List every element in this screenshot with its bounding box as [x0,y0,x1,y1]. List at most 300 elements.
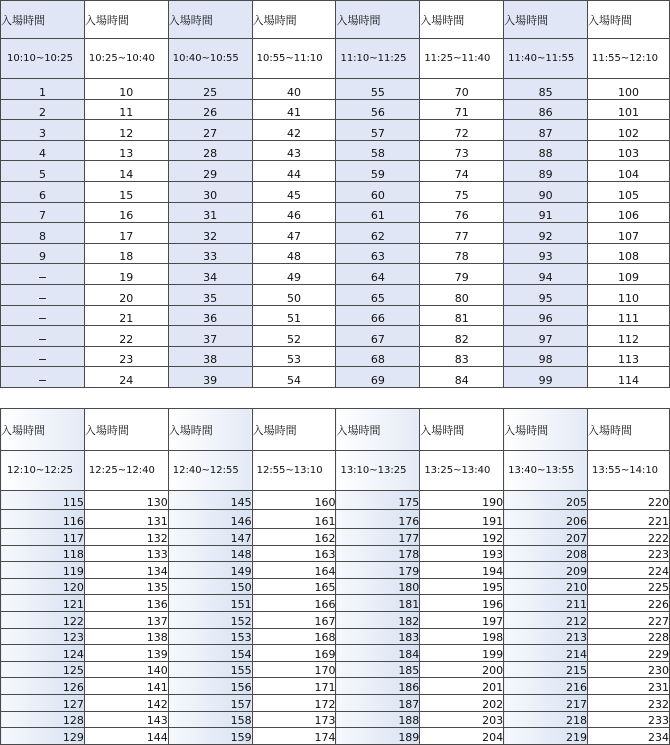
number-cell: 39 [168,367,252,388]
number-cell: 61 [336,202,420,223]
time-slot-cell: 13:55~14:10 [588,451,670,491]
number-cell: 188 [336,711,420,728]
number-cell: 178 [336,545,420,562]
number-cell: 196 [420,595,504,612]
number-cell: 167 [252,611,336,628]
number-cell: 200 [420,661,504,678]
time-slot-cell: 10:40~10:55 [168,39,252,79]
number-cell: 205 [504,491,588,510]
number-cell: 201 [420,678,504,695]
number-cell: 192 [420,529,504,546]
number-cell: 221 [588,510,670,529]
table-row [1,510,670,529]
number-cell: 187 [336,694,420,711]
number-cell: 146 [168,510,252,529]
number-cell: 130 [84,491,168,510]
number-cell: 13 [84,140,168,161]
number-cell: 1 [1,79,85,100]
table-row [1,661,670,678]
number-cell: 93 [504,243,588,264]
number-cell: 226 [588,595,670,612]
number-cell: 73 [420,140,504,161]
number-cell: 33 [168,243,252,264]
number-cell: 216 [504,678,588,695]
table-row [1,611,670,628]
number-cell: 12 [84,120,168,141]
time-slot-row [1,451,670,491]
number-cell: 8 [1,223,85,244]
number-cell: 60 [336,181,420,202]
table-row [1,529,670,546]
number-cell: 82 [420,326,504,347]
number-cell: 89 [504,161,588,182]
number-cell: 28 [168,140,252,161]
number-cell: 42 [252,120,336,141]
time-slot-cell: 11:10~11:25 [336,39,420,79]
number-cell: 177 [336,529,420,546]
number-cell: 215 [504,661,588,678]
number-cell: 115 [1,491,85,510]
number-cell: − [1,284,85,305]
table-row [1,694,670,711]
number-cell: 217 [504,694,588,711]
number-cell: 47 [252,223,336,244]
number-cell: 103 [588,140,670,161]
number-cell: 18 [84,243,168,264]
time-slot-cell: 12:55~13:10 [252,451,336,491]
number-cell: 161 [252,510,336,529]
number-cell: 142 [84,694,168,711]
column-header: 入場時間 [168,409,252,451]
number-cell: 218 [504,711,588,728]
number-cell: − [1,346,85,367]
number-cell: 109 [588,264,670,285]
number-cell: 141 [84,678,168,695]
table-row [1,284,670,305]
number-cell: 143 [84,711,168,728]
number-cell: 2 [1,99,85,120]
time-slot-cell: 12:25~12:40 [84,451,168,491]
number-cell: 98 [504,346,588,367]
number-cell: 21 [84,305,168,326]
number-cell: 138 [84,628,168,645]
number-cell: 173 [252,711,336,728]
number-cell: 51 [252,305,336,326]
number-cell: 29 [168,161,252,182]
number-cell: 44 [252,161,336,182]
table-row [1,264,670,285]
number-cell: 149 [168,562,252,579]
number-cell: 100 [588,79,670,100]
number-cell: 32 [168,223,252,244]
number-cell: − [1,305,85,326]
number-cell: 94 [504,264,588,285]
time-slot-cell: 13:10~13:25 [336,451,420,491]
number-cell: 139 [84,645,168,662]
number-cell: 9 [1,243,85,264]
number-cell: 189 [336,728,420,745]
number-cell: 57 [336,120,420,141]
number-cell: 22 [84,326,168,347]
table-row [1,202,670,223]
number-cell: 17 [84,223,168,244]
number-cell: 118 [1,545,85,562]
number-cell: 80 [420,284,504,305]
number-cell: 20 [84,284,168,305]
number-cell: 75 [420,181,504,202]
number-cell: 184 [336,645,420,662]
number-cell: 179 [336,562,420,579]
number-cell: 133 [84,545,168,562]
number-cell: 86 [504,99,588,120]
number-cell: 108 [588,243,670,264]
number-cell: 88 [504,140,588,161]
number-cell: 135 [84,578,168,595]
number-cell: 34 [168,264,252,285]
number-cell: − [1,326,85,347]
number-cell: 23 [84,346,168,367]
table-row [1,645,670,662]
number-cell: 35 [168,284,252,305]
column-header: 入場時間 [336,1,420,39]
number-cell: 56 [336,99,420,120]
number-cell: 14 [84,161,168,182]
number-cell: 166 [252,595,336,612]
time-slot-cell: 11:55~12:10 [588,39,670,79]
number-cell: 164 [252,562,336,579]
number-cell: 195 [420,578,504,595]
number-cell: 204 [420,728,504,745]
number-cell: 48 [252,243,336,264]
number-cell: − [1,367,85,388]
number-cell: 24 [84,367,168,388]
number-cell: 180 [336,578,420,595]
number-cell: 4 [1,140,85,161]
number-cell: 207 [504,529,588,546]
number-cell: 16 [84,202,168,223]
table-row [1,346,670,367]
number-cell: 198 [420,628,504,645]
number-cell: 121 [1,595,85,612]
number-cell: 79 [420,264,504,285]
column-header: 入場時間 [588,1,670,39]
number-cell: 175 [336,491,420,510]
number-cell: 208 [504,545,588,562]
header-row [1,409,670,451]
number-cell: 71 [420,99,504,120]
number-cell: 40 [252,79,336,100]
table-row [1,79,670,100]
number-cell: 199 [420,645,504,662]
time-slot-cell: 12:10~12:25 [1,451,85,491]
table-row [1,326,670,347]
number-cell: 225 [588,578,670,595]
number-cell: 67 [336,326,420,347]
number-cell: 151 [168,595,252,612]
number-cell: 49 [252,264,336,285]
column-header: 入場時間 [588,409,670,451]
time-slot-cell: 10:25~10:40 [84,39,168,79]
number-cell: 223 [588,545,670,562]
number-cell: 78 [420,243,504,264]
table-row [1,140,670,161]
table-row [1,628,670,645]
number-cell: 19 [84,264,168,285]
number-cell: 84 [420,367,504,388]
column-header: 入場時間 [504,1,588,39]
time-slot-cell: 13:40~13:55 [504,451,588,491]
number-cell: 224 [588,562,670,579]
number-cell: 145 [168,491,252,510]
number-cell: 31 [168,202,252,223]
header-row [1,1,670,39]
number-cell: 111 [588,305,670,326]
number-cell: 38 [168,346,252,367]
table-row [1,223,670,244]
entry-time-table-afternoon [0,408,670,745]
number-cell: 158 [168,711,252,728]
number-cell: 127 [1,694,85,711]
number-cell: 102 [588,120,670,141]
number-cell: 232 [588,694,670,711]
number-cell: 140 [84,661,168,678]
number-cell: 132 [84,529,168,546]
time-slot-cell: 11:25~11:40 [420,39,504,79]
number-cell: 106 [588,202,670,223]
number-cell: 45 [252,181,336,202]
number-cell: 15 [84,181,168,202]
number-cell: 222 [588,529,670,546]
table-row [1,367,670,388]
number-cell: 227 [588,611,670,628]
number-cell: 137 [84,611,168,628]
number-cell: 11 [84,99,168,120]
number-cell: 114 [588,367,670,388]
number-cell: 52 [252,326,336,347]
number-cell: 147 [168,529,252,546]
number-cell: 234 [588,728,670,745]
number-cell: 87 [504,120,588,141]
number-cell: 212 [504,611,588,628]
number-cell: 96 [504,305,588,326]
time-slot-cell: 10:10~10:25 [1,39,85,79]
number-cell: 123 [1,628,85,645]
number-cell: 26 [168,99,252,120]
number-cell: 155 [168,661,252,678]
number-cell: 81 [420,305,504,326]
number-cell: 77 [420,223,504,244]
number-cell: 229 [588,645,670,662]
number-cell: 36 [168,305,252,326]
number-cell: 76 [420,202,504,223]
number-cell: 104 [588,161,670,182]
afternoon-table-body [1,409,670,745]
number-cell: 68 [336,346,420,367]
number-cell: 25 [168,79,252,100]
number-cell: 70 [420,79,504,100]
number-cell: 46 [252,202,336,223]
number-cell: 37 [168,326,252,347]
number-cell: 209 [504,562,588,579]
number-cell: 117 [1,529,85,546]
time-slot-row [1,39,670,79]
column-header: 入場時間 [420,409,504,451]
number-cell: 43 [252,140,336,161]
number-cell: 99 [504,367,588,388]
number-cell: 213 [504,628,588,645]
number-cell: 97 [504,326,588,347]
number-cell: 181 [336,595,420,612]
number-cell: 58 [336,140,420,161]
number-cell: 219 [504,728,588,745]
number-cell: 110 [588,284,670,305]
number-cell: 152 [168,611,252,628]
number-cell: 136 [84,595,168,612]
number-cell: 62 [336,223,420,244]
number-cell: 150 [168,578,252,595]
number-cell: 231 [588,678,670,695]
table-row [1,562,670,579]
number-cell: 174 [252,728,336,745]
number-cell: 55 [336,79,420,100]
number-cell: 113 [588,346,670,367]
table-row [1,728,670,745]
number-cell: 101 [588,99,670,120]
column-header: 入場時間 [420,1,504,39]
number-cell: 182 [336,611,420,628]
number-cell: 63 [336,243,420,264]
number-cell: 185 [336,661,420,678]
number-cell: 172 [252,694,336,711]
number-cell: 64 [336,264,420,285]
number-cell: 190 [420,491,504,510]
number-cell: 128 [1,711,85,728]
number-cell: 210 [504,578,588,595]
number-cell: 165 [252,578,336,595]
number-cell: 170 [252,661,336,678]
number-cell: 169 [252,645,336,662]
number-cell: 54 [252,367,336,388]
number-cell: 160 [252,491,336,510]
number-cell: 5 [1,161,85,182]
number-cell: 176 [336,510,420,529]
number-cell: 157 [168,694,252,711]
number-cell: 126 [1,678,85,695]
number-cell: 186 [336,678,420,695]
column-header: 入場時間 [84,409,168,451]
number-cell: 90 [504,181,588,202]
table-row [1,578,670,595]
number-cell: − [1,264,85,285]
table-row [1,161,670,182]
table-row [1,120,670,141]
table-row [1,678,670,695]
number-cell: 131 [84,510,168,529]
number-cell: 233 [588,711,670,728]
number-cell: 3 [1,120,85,141]
time-slot-cell: 13:25~13:40 [420,451,504,491]
number-cell: 148 [168,545,252,562]
number-cell: 134 [84,562,168,579]
number-cell: 129 [1,728,85,745]
number-cell: 116 [1,510,85,529]
number-cell: 30 [168,181,252,202]
number-cell: 41 [252,99,336,120]
column-header: 入場時間 [252,1,336,39]
table-row [1,99,670,120]
number-cell: 193 [420,545,504,562]
number-cell: 197 [420,611,504,628]
number-cell: 59 [336,161,420,182]
number-cell: 50 [252,284,336,305]
number-cell: 168 [252,628,336,645]
number-cell: 66 [336,305,420,326]
column-header: 入場時間 [336,409,420,451]
column-header: 入場時間 [504,409,588,451]
table-row [1,243,670,264]
number-cell: 214 [504,645,588,662]
number-cell: 122 [1,611,85,628]
number-cell: 83 [420,346,504,367]
number-cell: 228 [588,628,670,645]
table-row [1,545,670,562]
number-cell: 156 [168,678,252,695]
number-cell: 211 [504,595,588,612]
number-cell: 125 [1,661,85,678]
number-cell: 92 [504,223,588,244]
number-cell: 154 [168,645,252,662]
time-slot-cell: 11:40~11:55 [504,39,588,79]
number-cell: 202 [420,694,504,711]
number-cell: 53 [252,346,336,367]
number-cell: 220 [588,491,670,510]
number-cell: 171 [252,678,336,695]
time-slot-cell: 10:55~11:10 [252,39,336,79]
number-cell: 194 [420,562,504,579]
number-cell: 120 [1,578,85,595]
number-cell: 85 [504,79,588,100]
number-cell: 10 [84,79,168,100]
number-cell: 163 [252,545,336,562]
number-cell: 91 [504,202,588,223]
table-row [1,181,670,202]
number-cell: 191 [420,510,504,529]
table-row [1,305,670,326]
number-cell: 72 [420,120,504,141]
table-row [1,711,670,728]
number-cell: 112 [588,326,670,347]
column-header: 入場時間 [1,1,85,39]
table-row [1,595,670,612]
column-header: 入場時間 [84,1,168,39]
number-cell: 69 [336,367,420,388]
number-cell: 105 [588,181,670,202]
morning-table-body [1,1,670,388]
number-cell: 95 [504,284,588,305]
number-cell: 144 [84,728,168,745]
column-header: 入場時間 [252,409,336,451]
number-cell: 107 [588,223,670,244]
number-cell: 74 [420,161,504,182]
time-slot-cell: 12:40~12:55 [168,451,252,491]
table-row [1,491,670,510]
column-header: 入場時間 [1,409,85,451]
number-cell: 206 [504,510,588,529]
number-cell: 27 [168,120,252,141]
number-cell: 203 [420,711,504,728]
number-cell: 162 [252,529,336,546]
number-cell: 7 [1,202,85,223]
